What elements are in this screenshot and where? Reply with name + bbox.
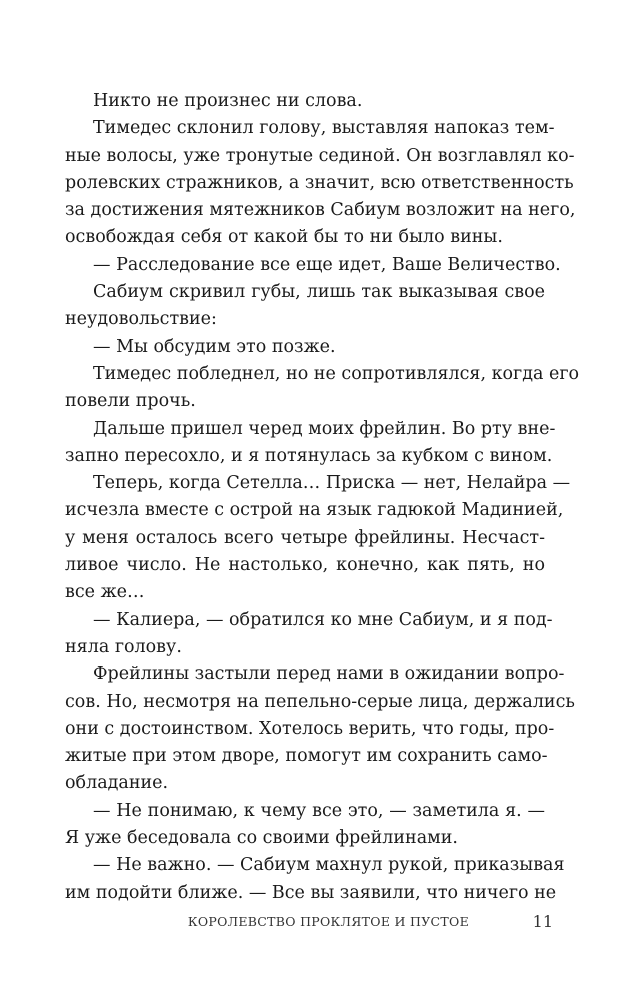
text-line: запно пересохло, и я потянулась за кубком с вином.	[65, 445, 553, 466]
text-line: — Расследование все еще идет, Ваше Величество.	[93, 254, 561, 275]
text-line: им подойти ближе. — Все вы заявили, что ничего не	[65, 882, 557, 903]
text-line: Фрейлины застыли перед нами в ожидании вопро-	[93, 664, 565, 685]
text-line: — Калиера, — обратился ко мне Сабиум, и я под-	[93, 609, 553, 630]
text-line: ливое число. Не настолько, конечно, как пять, но	[65, 555, 545, 576]
text-line: повели прочь.	[65, 391, 196, 412]
text-line: житые при этом дворе, помогут им сохранить само-	[65, 746, 548, 767]
text-line: сов. Но, несмотря на пепельно-серые лица, держались	[65, 691, 575, 712]
text-line: неудовольствие:	[65, 309, 217, 330]
text-line: — Мы обсудим это позже.	[93, 336, 336, 357]
page-footer	[0, 912, 619, 932]
text-line: обладание.	[65, 773, 169, 794]
text-line: Дальше пришел черед моих фрейлин. Во рту вне-	[93, 418, 556, 439]
text-line: Я уже беседовала со своими фрейлинами.	[65, 828, 458, 849]
text-line: они с достоинством. Хотелось верить, что годы, про-	[65, 718, 555, 739]
text-line: ролевских стражников, а значит, всю ответственность	[65, 172, 574, 193]
text-line: няла голову.	[65, 636, 182, 657]
text-line: ные волосы, уже тронутые сединой. Он возглавлял ко-	[65, 145, 575, 166]
text-line: освобождая себя от какой бы то ни было вины.	[65, 227, 503, 248]
text-line: Никто не произнес ни слова.	[93, 91, 363, 111]
text-line: Сабиум скривил губы, лишь так выказывая свое	[93, 282, 545, 303]
running-title: КОРОЛЕВСТВО ПРОКЛЯТОЕ И ПУСТОЕ	[187, 914, 469, 929]
body-text	[65, 88, 580, 907]
text-line: — Не понимаю, к чему все это, — заметила я. —	[93, 800, 545, 821]
text-line: — Не важно. — Сабиум махнул рукой, приказывая	[93, 855, 565, 876]
page-number: 11	[532, 912, 553, 931]
text-line: Тимедес побледнел, но не сопротивлялся, когда его	[93, 363, 580, 384]
text-line: Теперь, когда Сетелла… Приска — нет, Нелайра —	[93, 473, 571, 494]
text-line: исчезла вместе с острой на язык гадюкой Мадинией,	[65, 500, 564, 521]
text-line: за достижения мятежников Сабиум возложит на него,	[65, 200, 576, 221]
text-line: Тимедес склонил голову, выставляя напоказ тем-	[93, 118, 555, 139]
text-line: все же…	[65, 582, 145, 603]
text-line: у меня осталось всего четыре фрейлины. Несчаст-	[65, 527, 545, 548]
